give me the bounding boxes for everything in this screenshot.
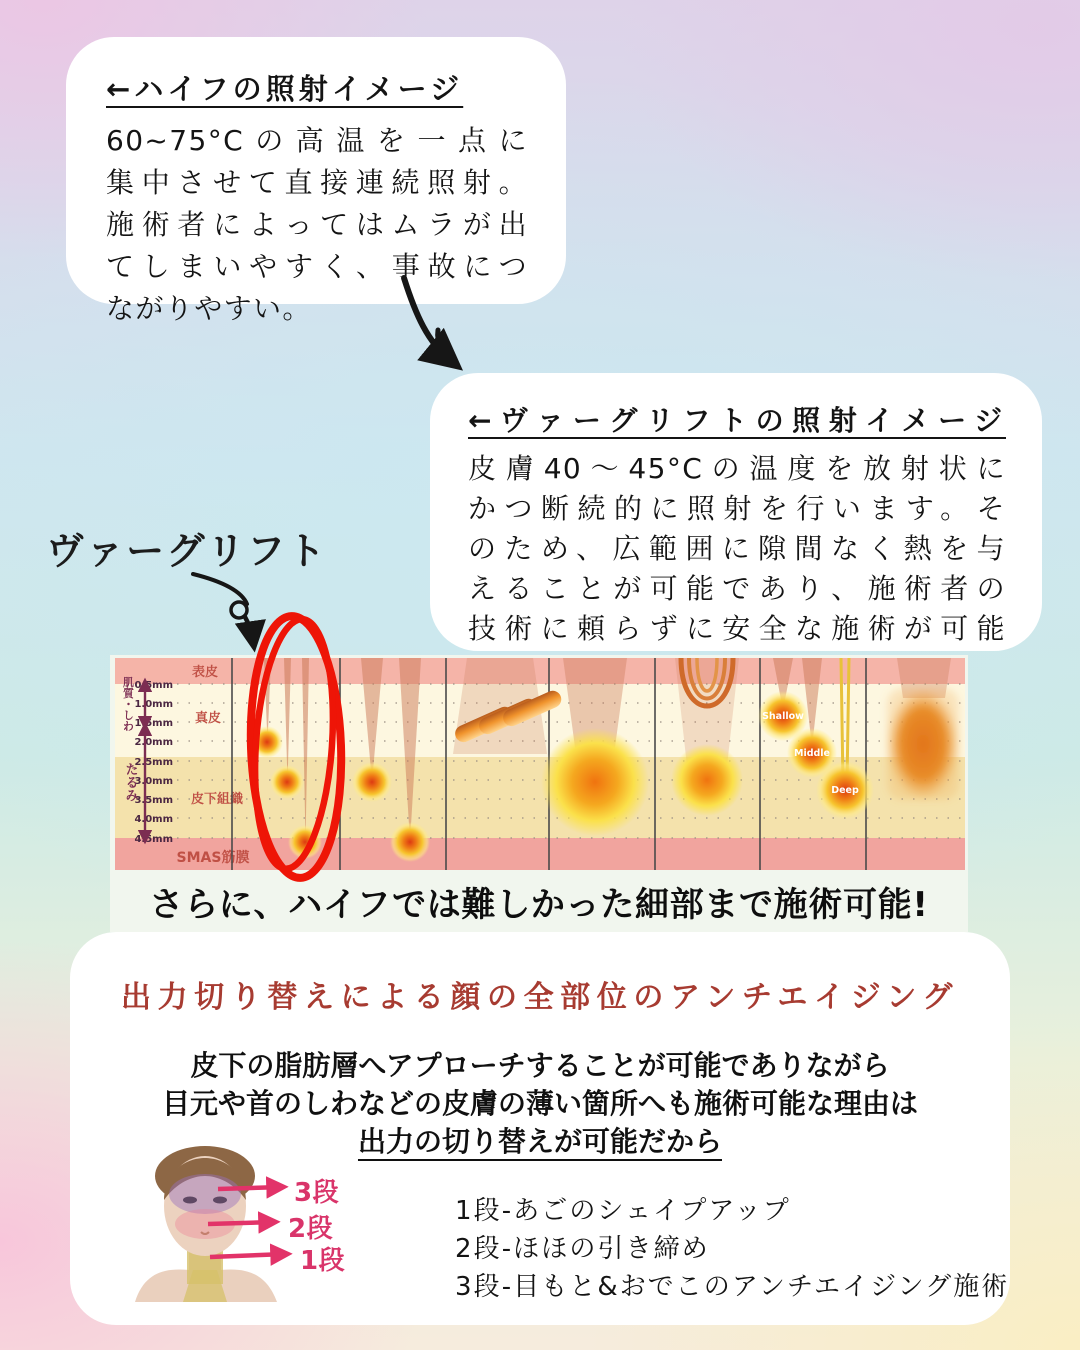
- depth-tick: 3.0mm: [134, 776, 173, 787]
- card-body-line: 目元や首のしわなどの皮膚の薄い箇所へも施術可能な理由は: [161, 1087, 918, 1120]
- depth-tick: 3.5mm: [134, 795, 173, 806]
- virgue-bubble-line: のため、広範囲に隙間なく熱を与: [468, 532, 1006, 565]
- virgue-bubble-line: えることが可能であり、施術者の: [468, 572, 1006, 605]
- virgue-bubble-title: ←ヴァーグリフトの照射イメージ: [468, 404, 1006, 437]
- arrow-level-3: [218, 1187, 282, 1189]
- device-label-arrow: [193, 574, 247, 604]
- layer-label-smas: SMAS筋膜: [176, 850, 250, 866]
- card-heading: 出力切り替えによる顔の全部位のアンチエイジング: [120, 980, 960, 1015]
- level-label-2: 2段: [288, 1214, 334, 1244]
- anti-aging-card: [70, 932, 1010, 1325]
- layer-label-dermis: 真皮: [194, 711, 222, 726]
- level-label-3: 3段: [294, 1178, 340, 1208]
- depth-tick: 1.5mm: [134, 718, 173, 729]
- layer-label-subcutis: 皮下組織: [190, 792, 244, 807]
- depth-tick: 1.0mm: [134, 699, 173, 710]
- depth-tick: 2.5mm: [134, 757, 173, 768]
- red-highlight-oval: [246, 615, 345, 880]
- hifu-bubble-line: てしまいやすく、事故につ: [106, 250, 528, 283]
- layer-label-epidermis: 表皮: [191, 665, 219, 680]
- virgue-bubble-line: 皮膚40〜45°Cの温度を放射状に: [468, 452, 1006, 485]
- depth-tick: 2.0mm: [134, 737, 173, 748]
- arrow-level-1: [210, 1254, 286, 1257]
- card-body-line: 皮下の脂肪層へアプローチすることが可能でありながら: [190, 1049, 890, 1082]
- depth-marker-middle: Middle: [793, 748, 831, 759]
- depth-marker-deep: Deep: [831, 785, 859, 796]
- axis-label-texture-wrinkle: 肌質・しわ: [121, 676, 135, 732]
- level-list-item: 1段-あごのシェイプアップ: [455, 1196, 791, 1226]
- hifu-bubble-line: 施術者によってはムラが出: [106, 208, 528, 241]
- device-name-label: ヴァーグリフト: [46, 529, 328, 573]
- level-list-item: 2段-ほほの引き締め: [455, 1234, 710, 1264]
- depth-marker-shallow: Shallow: [762, 711, 804, 722]
- depth-tick: 4.0mm: [134, 814, 173, 825]
- arrow-level-2: [208, 1222, 274, 1224]
- card-body-underlined-line: 出力の切り替えが可能だから: [357, 1125, 722, 1158]
- hifu-bubble-title: ←ハイフの照射イメージ: [106, 72, 464, 106]
- diagram-caption: さらに、ハイフでは難しかった細部まで施術可能!: [149, 885, 929, 925]
- depth-tick: 4.5mm: [134, 834, 173, 845]
- depth-tick: 0.5mm: [134, 680, 173, 691]
- device-label-arrow-tip: [245, 617, 253, 640]
- axis-label-sagging: たるみ: [122, 762, 138, 802]
- level-list-item: 3段-目もと&おでこのアンチエイジング施術: [455, 1272, 1010, 1302]
- virgue-bubble-line: かつ断続的に照射を行います。そ: [468, 492, 1006, 525]
- hifu-bubble-line: 60~75°Cの高温を一点に: [106, 124, 528, 157]
- virgue-bubble-line: 技術に頼らずに安全な施術が可能: [468, 612, 1006, 645]
- hifu-bubble-line: 集中させて直接連続照射。: [106, 166, 528, 199]
- level-label-1: 1段: [300, 1246, 346, 1276]
- hifu-bubble-line: ながりやすい。: [106, 292, 312, 325]
